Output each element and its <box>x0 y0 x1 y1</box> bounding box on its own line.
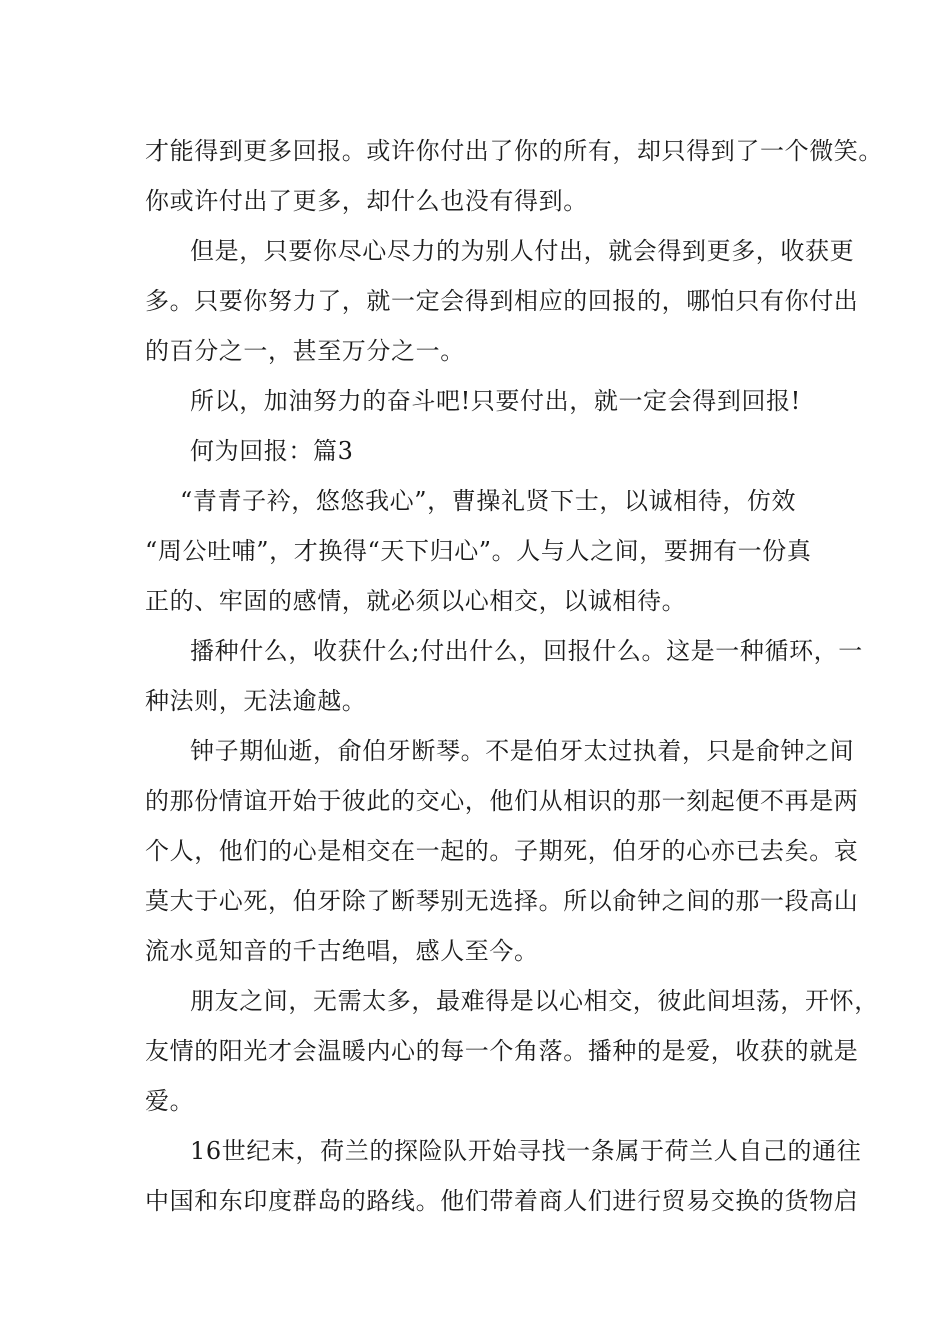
paragraph-first-line: 所以，加油努力的奋斗吧!只要付出，就一定会得到回报! <box>190 387 801 415</box>
section-heading: 何为回报：篇3 <box>190 437 354 465</box>
paragraph-first-line: 钟子期仙逝，俞伯牙断琴。不是伯牙太过执着，只是俞钟之间 <box>190 737 855 765</box>
paragraph-first-line: 播种什么，收获什么;付出什么，回报什么。这是一种循环，一 <box>190 637 863 665</box>
text-line: 中国和东印度群岛的路线。他们带着商人们进行贸易交换的货物启 <box>145 1187 859 1215</box>
text-line: 个人，他们的心是相交在一起的。子期死，伯牙的心亦已去矣。哀 <box>145 837 859 865</box>
text-line: 的那份情谊开始于彼此的交心，他们从相识的那一刻起便不再是两 <box>145 787 859 815</box>
text-line: 友情的阳光才会温暖内心的每一个角落。播种的是爱，收获的就是 <box>145 1037 859 1065</box>
text-line: 正的、牢固的感情，就必须以心相交，以诚相待。 <box>145 587 687 615</box>
paragraph-first-line: 16世纪末，荷兰的探险队开始寻找一条属于荷兰人自己的通往 <box>190 1137 862 1165</box>
text-line: 莫大于心死，伯牙除了断琴别无选择。所以俞钟之间的那一段高山 <box>145 887 859 915</box>
paragraph-first-line: 但是，只要你尽心尽力的为别人付出，就会得到更多，收获更 <box>190 237 855 265</box>
text-line: “周公吐哺”，才换得“天下归心”。人与人之间，要拥有一份真 <box>145 537 812 565</box>
text-line: 你或许付出了更多，却什么也没有得到。 <box>145 187 588 215</box>
text-line: 的百分之一，甚至万分之一。 <box>145 337 465 365</box>
paragraph-first-line: 朋友之间，无需太多，最难得是以心相交，彼此间坦荡，开怀， <box>190 987 879 1015</box>
text-line: 种法则，无法逾越。 <box>145 687 367 715</box>
text-line: 爱。 <box>145 1087 195 1115</box>
text-line: 多。只要你努力了，就一定会得到相应的回报的，哪怕只有你付出 <box>145 287 859 315</box>
text-line: 才能得到更多回报。或许你付出了你的所有，却只得到了一个微笑。 <box>145 137 883 165</box>
text-line: 流水觅知音的千古绝唱，感人至今。 <box>145 937 539 965</box>
paragraph-first-line: “青青子衿，悠悠我心”，曹操礼贤下士，以诚相待，仿效 <box>180 487 797 515</box>
